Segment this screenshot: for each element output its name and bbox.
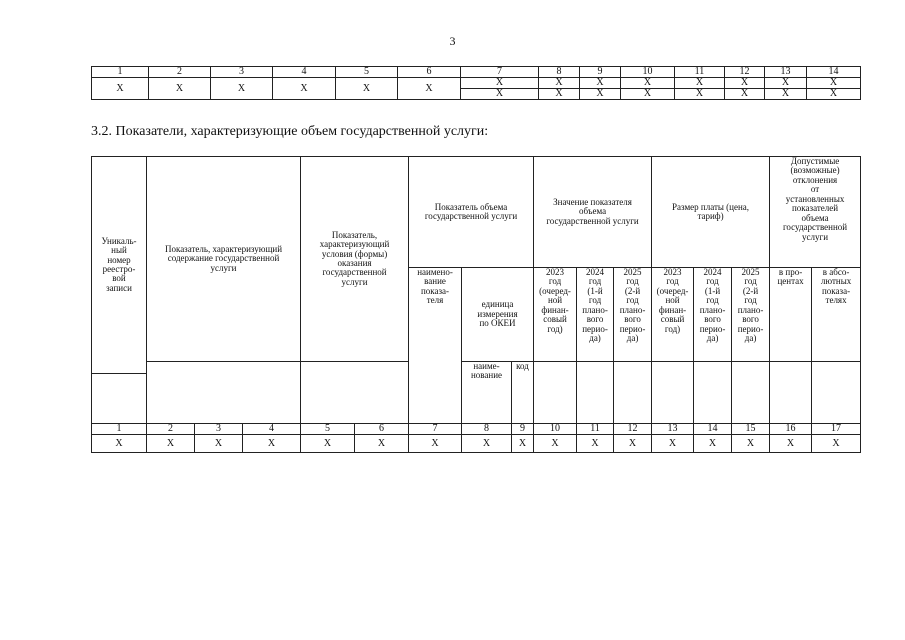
column-numbers-row — [92, 424, 861, 435]
year-2024-fee-header: 2024 год (1-й год плано- вого перио- да) — [694, 268, 732, 362]
year-2023-value-header: 2023 год (очеред- ной финан- совый год) — [534, 268, 577, 362]
conditions-indicator-header: Показатель, характеризующий условия (формы) оказания государственной услуги — [301, 157, 409, 362]
x-cell: X — [614, 435, 652, 453]
x-cell: X — [812, 435, 861, 453]
percent-header: в про- центах — [770, 268, 812, 362]
column-number: 5 — [301, 424, 355, 435]
column-number: 6 — [355, 424, 409, 435]
x-cell: X — [461, 89, 539, 100]
top-col-header: 14 — [807, 67, 861, 78]
indicator-value-header: Значение показателя объема государственной услуги — [534, 157, 652, 268]
x-cell: X — [211, 78, 273, 100]
top-col-header: 10 — [621, 67, 675, 78]
x-cell: X — [694, 435, 732, 453]
x-cell: X — [580, 89, 621, 100]
x-cell: X — [539, 78, 580, 89]
conditions-blank — [301, 362, 409, 424]
fee-header: Размер платы (цена, тариф) — [652, 157, 770, 268]
x-cell: X — [534, 435, 577, 453]
top-col-header: 9 — [580, 67, 621, 78]
top-col-header: 1 — [92, 67, 149, 78]
x-cell: X — [652, 435, 694, 453]
unit-okei-header: единица измерения по ОКЕИ — [462, 268, 534, 362]
page-number: 3 — [449, 34, 456, 48]
indicator-name-header: наимено- вание показа- теля — [409, 268, 462, 424]
volume-indicators-table — [91, 156, 861, 453]
column-number: 13 — [652, 424, 694, 435]
x-cell: X — [539, 89, 580, 100]
unit-name-header: наиме- нование — [462, 362, 512, 424]
continued-quality-table — [91, 66, 861, 100]
unit-code-header: код — [512, 362, 534, 424]
x-cell: X — [355, 435, 409, 453]
x-cell: X — [462, 435, 512, 453]
top-table-row — [92, 78, 861, 89]
column-number: 10 — [534, 424, 577, 435]
column-number: 1 — [92, 424, 147, 435]
top-col-header: 12 — [725, 67, 765, 78]
top-table-header-row — [92, 67, 861, 78]
blank-cell — [534, 362, 577, 424]
header-row-1 — [92, 157, 861, 268]
x-cell: X — [409, 435, 462, 453]
column-number: 12 — [614, 424, 652, 435]
column-number: 4 — [243, 424, 301, 435]
x-cell: X — [92, 78, 149, 100]
x-cell: X — [765, 89, 807, 100]
year-2023-fee-header: 2023 год (очеред- ной финан- совый год) — [652, 268, 694, 362]
top-col-header: 6 — [398, 67, 461, 78]
year-2024-value-header: 2024 год (1-й год плано- вого перио- да) — [577, 268, 614, 362]
x-cell: X — [461, 78, 539, 89]
top-col-header: 7 — [461, 67, 539, 78]
blank-cell — [770, 362, 812, 424]
column-number: 14 — [694, 424, 732, 435]
x-cell: X — [770, 435, 812, 453]
column-number: 16 — [770, 424, 812, 435]
x-cell: X — [621, 78, 675, 89]
x-cell: X — [512, 435, 534, 453]
x-cell: X — [580, 78, 621, 89]
top-col-header: 4 — [273, 67, 336, 78]
blank-cell — [577, 362, 614, 424]
year-2025-value-header: 2025 год (2-й год плано- вого перио- да) — [614, 268, 652, 362]
top-col-header: 2 — [149, 67, 211, 78]
column-number: 3 — [195, 424, 243, 435]
x-cell: X — [807, 89, 861, 100]
x-cell: X — [398, 78, 461, 100]
x-cell: X — [725, 78, 765, 89]
column-number: 17 — [812, 424, 861, 435]
section-title: 3.2. Показатели, характеризующие объем государственной услуги: — [91, 124, 489, 139]
unique-number-blank — [92, 374, 147, 424]
column-number: 9 — [512, 424, 534, 435]
x-cell: X — [732, 435, 770, 453]
volume-indicator-header: Показатель объема государственной услуги — [409, 157, 534, 268]
column-number: 2 — [147, 424, 195, 435]
column-number: 7 — [409, 424, 462, 435]
x-cell: X — [577, 435, 614, 453]
x-cell: X — [147, 435, 195, 453]
content-blank — [147, 362, 301, 424]
data-row — [92, 435, 861, 453]
x-cell: X — [195, 435, 243, 453]
column-number: 11 — [577, 424, 614, 435]
content-indicator-header: Показатель, характеризующий содержание государственной услуги — [147, 157, 301, 362]
column-number: 15 — [732, 424, 770, 435]
x-cell: X — [243, 435, 301, 453]
year-2025-fee-header: 2025 год (2-й год плано- вого перио- да) — [732, 268, 770, 362]
deviations-header: Допустимые (возможные) отклонения от установленных показателей объема государственной услуги — [770, 157, 861, 268]
top-col-header: 8 — [539, 67, 580, 78]
x-cell: X — [149, 78, 211, 100]
x-cell: X — [92, 435, 147, 453]
top-col-header: 5 — [336, 67, 398, 78]
blank-cell — [732, 362, 770, 424]
unique-number-header: Уникаль- ный номер реестро- вой записи — [92, 157, 147, 374]
x-cell: X — [301, 435, 355, 453]
top-col-header: 11 — [675, 67, 725, 78]
blank-cell — [614, 362, 652, 424]
column-number: 8 — [462, 424, 512, 435]
x-cell: X — [807, 78, 861, 89]
top-col-header: 3 — [211, 67, 273, 78]
blank-cell — [694, 362, 732, 424]
x-cell: X — [621, 89, 675, 100]
x-cell: X — [765, 78, 807, 89]
header-row-3 — [92, 362, 861, 374]
x-cell: X — [273, 78, 336, 100]
top-col-header: 13 — [765, 67, 807, 78]
x-cell: X — [725, 89, 765, 100]
x-cell: X — [336, 78, 398, 100]
blank-cell — [812, 362, 861, 424]
blank-cell — [652, 362, 694, 424]
x-cell: X — [675, 89, 725, 100]
x-cell: X — [675, 78, 725, 89]
absolute-header: в абсо- лютных показа- телях — [812, 268, 861, 362]
